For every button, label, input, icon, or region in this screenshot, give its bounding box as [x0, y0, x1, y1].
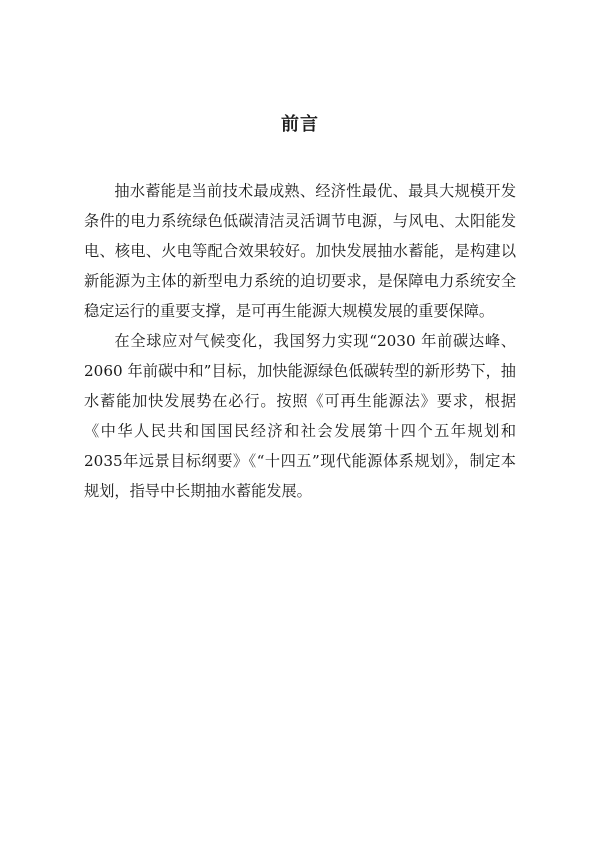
page-title: 前言: [281, 114, 319, 135]
paragraph-1: 抽水蓄能是当前技术最成熟、经济性最优、最具大规模开发条件的电力系统绿色低碳清洁灵活调节电源，与风电、太阳能发电、核电、火电等配合效果较好。加快发展抽水蓄能，是构建以新能源为主体的新型电力系统的迫切要求，是保障电力系统安全稳定运行的重要支撑，是可再生能源大规模发展的重要保障。: [84, 182, 516, 320]
preface-body: [84, 176, 516, 506]
paragraph-2: 在全球应对气候变化，我国努力实现“2030 年前碳达峰、2060 年前碳中和”目标，加快能源绿色低碳转型的新形势下，抽水蓄能加快发展势在必行。按照《可再生能源法》要求，根据《中华人民共和国国民经济和社会发展第十四个五年规划和2035年远景目标纲要》《“十四五”现代能源体系规划》，制定本规划，指导中长期抽水蓄能发展。: [84, 332, 516, 500]
